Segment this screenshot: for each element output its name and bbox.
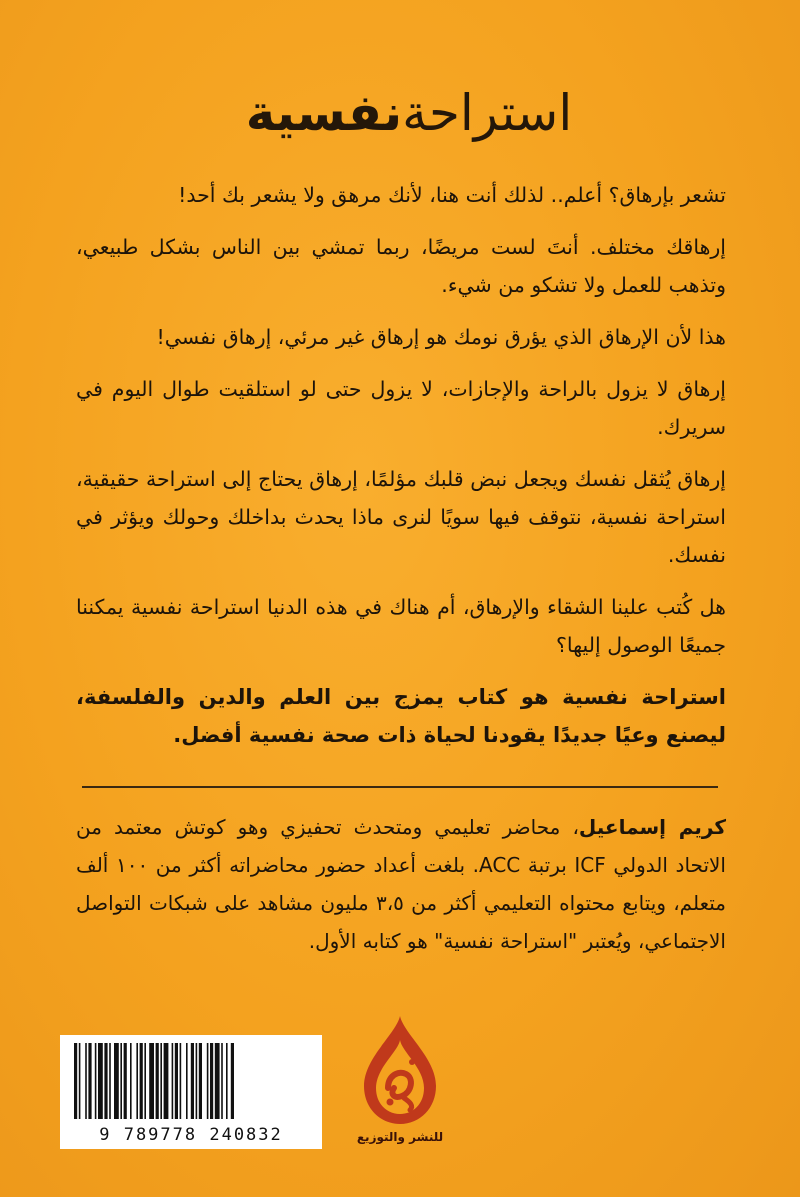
blurb-paragraph-1: تشعر بإرهاق؟ أعلم.. لذلك أنت هنا، لأنك مرهق ولا يشعر بك أحد!: [178, 183, 726, 207]
publisher-logo: [340, 1010, 460, 1160]
blurb: [76, 176, 726, 768]
blurb-paragraph-4: إرهاق لا يزول بالراحة والإجازات، لا يزول حتى لو استلقيت طوال اليوم في سريرك.: [76, 377, 726, 439]
title-bold: نفسية: [245, 84, 403, 142]
blurb-paragraph-2: إرهاقك مختلف. أنتَ لست مريضًا، ربما تمشي بين الناس بشكل طبيعي، وتذهب للعمل ولا تشكو من شيء.: [76, 235, 726, 297]
isbn-number: 9 789778 240832: [99, 1125, 283, 1145]
blurb-paragraph-6: هل كُتب علينا الشقاء والإرهاق، أم هناك في هذه الدنيا استراحة نفسية يمكننا جميعًا الوصول إليها؟: [76, 595, 726, 657]
blurb-emphasis: استراحة نفسية هو كتاب يمزج بين العلم والدين والفلسفة، ليصنع وعيًا جديدًا يقودنا لحياة ذات صحة نفسية أفضل.: [76, 685, 726, 747]
author-bio-text: ، محاضر تعليمي ومتحدث تحفيزي وهو كوتش معتمد من الاتحاد الدولي ICF برتبة ACC. بلغت أعداد حضور محاضراته أكثر من ١٠٠ ألف متعلم، ويتابع محتواه التعليمي أكثر من ٣،٥ مليون مشاهد على شبكات التواصل الاجتماعي، ويُعتبر "استراحة نفسية" هو كتابه الأول.: [76, 815, 726, 953]
isbn-barcode: [60, 1035, 322, 1149]
section-divider: [82, 786, 718, 788]
blurb-paragraph-5: إرهاق يُثقل نفسك ويجعل نبض قلبك مؤلمًا، إرهاق يحتاج إلى استراحة حقيقية، استراحة نفسية، نتوقف فيها سويًا لنرى ماذا يحدث بداخلك وحولك ويؤثر في نفسك.: [76, 467, 726, 567]
author-name: كريم إسماعيل: [578, 815, 726, 839]
author-bio: [76, 808, 726, 960]
title-light: استراحة: [402, 84, 573, 142]
publisher-caption: للنشر والتوزيع: [356, 1130, 444, 1144]
book-title: [0, 78, 800, 148]
drop-logo-icon: [340, 1010, 460, 1130]
barcode-bars: [70, 1043, 312, 1119]
blurb-paragraph-3: هذا لأن الإرهاق الذي يؤرق نومك هو إرهاق غير مرئي، إرهاق نفسي!: [156, 325, 726, 349]
